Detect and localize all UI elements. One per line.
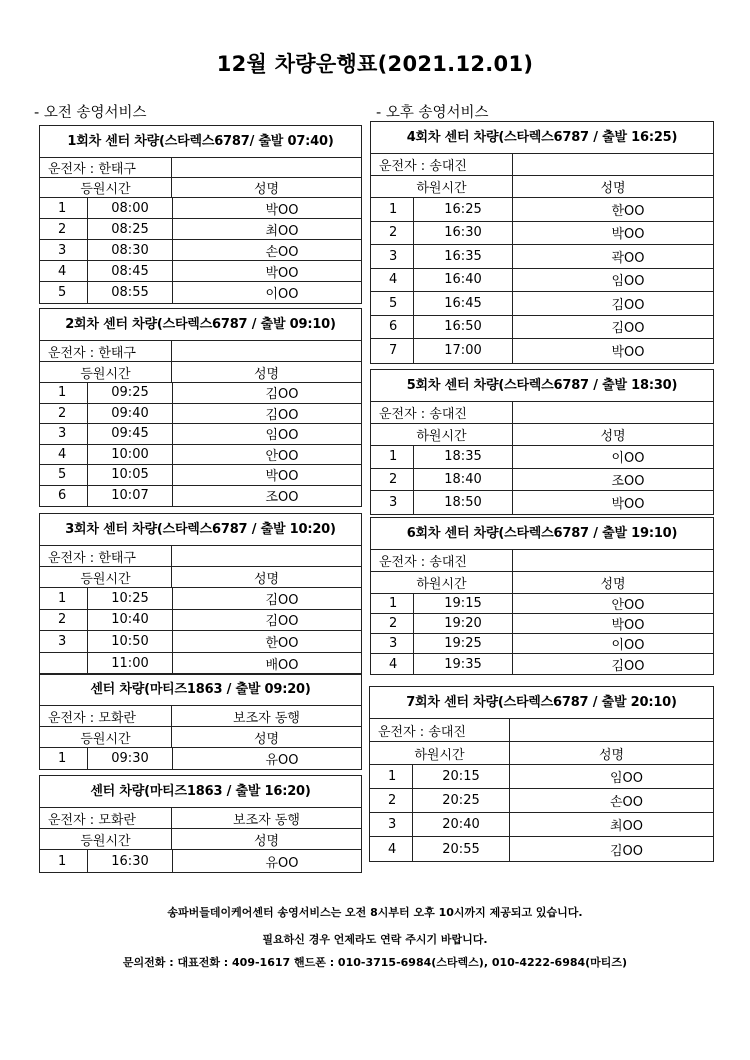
vehicle-title: 6회차 센터 차량(스타렉스6787 / 출발 19:10) [371,518,713,550]
row-time: 16:30 [88,850,173,872]
table-header-row [40,727,361,748]
row-time: 10:25 [88,588,173,609]
row-name: 임OO [265,428,299,444]
row-name: 박OO [611,227,645,243]
row-time: 18:50 [414,491,513,514]
footer-phone-numbers: 문의전화 : 대표전화 : 409-1617 핸드폰 : 010-3715-6984(스타렉스), 010-4222-6984(마티즈) [122,956,628,969]
driver-name: 운전자 : 모화란 [40,808,172,828]
name-column-header: 성명 [600,181,626,196]
row-name: 박OO [265,202,299,218]
row-time: 10:50 [88,631,173,652]
time-column-header: 하원시간 [371,424,513,445]
row-name: 박OO [611,618,645,633]
row-number: 6 [40,486,88,507]
table-row [40,465,361,486]
time-column-header: 등원시간 [40,567,172,587]
row-time: 18:35 [414,446,513,468]
row-name: 박OO [265,265,299,281]
row-time: 16:45 [414,292,513,315]
name-column-header: 성명 [600,577,626,592]
row-number: 1 [40,850,88,872]
table-header-row [371,176,713,198]
table-row [370,789,713,813]
row-time: 10:05 [88,465,173,485]
assistant-note [172,341,361,361]
row-time: 08:45 [88,261,173,281]
table-row [40,240,361,261]
schedule-box-run-5 [370,369,714,515]
vehicle-title: 2회차 센터 차량(스타렉스6787 / 출발 09:10) [40,309,361,341]
row-number: 1 [40,383,88,403]
driver-row [371,402,713,424]
table-row [370,837,713,861]
driver-row [40,546,361,567]
afternoon-section-label: - 오후 송영서비스 [376,105,489,121]
row-number: 5 [371,292,414,315]
row-name: 임OO [611,274,645,290]
table-row [370,813,713,837]
table-row [40,404,361,425]
row-number: 2 [40,219,88,239]
row-name: 박OO [611,345,645,361]
table-header-row [40,178,361,198]
row-time: 09:30 [88,748,173,769]
time-column-header: 하원시간 [371,176,513,197]
schedule-box-run-1 [39,125,362,304]
table-row [40,631,361,653]
row-name: 한OO [265,635,299,651]
assistant-note [172,546,361,566]
row-time: 19:25 [414,634,513,653]
table-row [371,446,713,469]
table-row [371,469,713,492]
vehicle-title: 7회차 센터 차량(스타렉스6787 / 출발 20:10) [370,687,713,719]
vehicle-title: 센터 차량(마티즈1863 / 출발 09:20) [40,674,361,706]
row-number: 6 [371,316,414,339]
row-number: 4 [370,837,413,861]
row-time: 20:15 [413,765,510,788]
row-number: 3 [371,634,414,653]
table-row [370,765,713,789]
time-column-header: 등원시간 [40,178,172,197]
assistant-note [510,719,713,741]
row-name: 박OO [265,469,299,485]
table-row [40,198,361,219]
schedule-box-run-3 [39,513,362,675]
name-column-header: 성명 [253,833,280,849]
driver-name: 운전자 : 송대진 [371,550,513,571]
time-column-header: 하원시간 [371,572,513,593]
driver-name: 운전자 : 송대진 [370,719,510,741]
table-row [371,339,713,363]
row-time: 20:55 [413,837,510,861]
row-time: 09:25 [88,383,173,403]
row-name: 이OO [611,638,645,653]
row-number: 2 [40,404,88,424]
row-time: 19:15 [414,594,513,613]
row-number: 5 [40,465,88,485]
table-header-row [370,742,713,765]
table-row [371,269,713,293]
row-number: 3 [40,631,88,652]
row-time: 10:00 [88,445,173,465]
row-number: 2 [371,614,414,633]
table-row [40,219,361,240]
driver-row [371,154,713,176]
page-title: 12월 차량운행표(2021.12.01) [216,52,534,76]
row-name: 김OO [265,592,299,608]
row-time: 09:45 [88,424,173,444]
table-row [40,383,361,404]
row-name: 조OO [265,490,299,506]
row-time: 08:30 [88,240,173,260]
table-row [40,424,361,445]
row-number: 4 [371,269,414,292]
row-number: 1 [371,594,414,613]
row-name: 최OO [265,223,299,239]
assistant-note [513,154,713,175]
table-row [371,654,713,674]
row-number: 1 [370,765,413,788]
row-name: 조OO [611,473,645,489]
row-number: 1 [371,198,414,221]
row-name: 최OO [609,819,644,834]
row-number: 4 [40,261,88,281]
row-number: 3 [370,813,413,836]
row-number: 2 [371,469,414,491]
table-row [371,634,713,654]
row-number: 1 [40,198,88,218]
driver-row [40,158,361,178]
row-number: 4 [40,445,88,465]
driver-name: 운전자 : 한태구 [40,341,172,361]
row-number: 3 [371,245,414,268]
table-header-row [371,424,713,446]
name-column-header: 성명 [253,731,280,747]
driver-name: 운전자 : 송대진 [371,402,513,423]
vehicle-title: 1회차 센터 차량(스타렉스6787/ 출발 07:40) [40,126,361,158]
name-column-header: 성명 [253,182,280,197]
row-time: 20:25 [413,789,510,812]
assistant-note [172,158,361,177]
table-row [371,292,713,316]
row-time: 16:30 [414,222,513,245]
driver-row [371,550,713,572]
row-time: 16:50 [414,316,513,339]
row-number: 1 [40,588,88,609]
row-time: 08:25 [88,219,173,239]
assistant-note [513,402,713,423]
name-column-header: 성명 [600,429,626,444]
table-row [40,850,361,872]
table-row [40,610,361,632]
row-time: 16:25 [414,198,513,221]
row-name: 김OO [609,843,644,859]
vehicle-title: 5회차 센터 차량(스타렉스6787 / 출발 18:30) [371,370,713,402]
row-time: 18:40 [414,469,513,491]
row-number: 3 [40,424,88,444]
row-time: 08:00 [88,198,173,218]
schedule-box-run-4 [370,121,714,364]
schedule-box-run-6 [370,517,714,675]
row-time: 16:35 [414,245,513,268]
driver-row [40,808,361,829]
row-time: 10:07 [88,486,173,507]
table-row [371,222,713,246]
row-time: 19:20 [414,614,513,633]
assistant-note: 보조자 동행 [233,710,300,726]
row-name: 박OO [611,496,645,512]
row-time: 09:40 [88,404,173,424]
table-header-row [40,362,361,383]
vehicle-title: 4회차 센터 차량(스타렉스6787 / 출발 16:25) [371,122,713,154]
row-name: 이OO [265,287,299,302]
driver-name: 운전자 : 한태구 [40,546,172,566]
name-column-header: 성명 [598,747,625,763]
row-name: 김OO [611,297,645,313]
row-name: 유OO [265,855,299,871]
row-number: 1 [371,446,414,468]
row-number: 1 [40,748,88,769]
time-column-header: 등원시간 [40,727,172,747]
row-time: 19:35 [414,654,513,674]
name-column-header: 성명 [253,571,280,587]
table-header-row [40,567,361,588]
schedule-box-matiz-afternoon [39,775,362,873]
table-header-row [371,572,713,594]
row-number: 4 [371,654,414,674]
driver-row [40,341,361,362]
table-row [40,282,361,303]
row-name: 손OO [265,244,299,260]
row-time: 16:40 [414,269,513,292]
table-row [40,748,361,769]
table-row [371,245,713,269]
row-time: 17:00 [414,339,513,363]
footer-service-hours: 송파버들데이케어센터 송영서비스는 오전 8시부터 오후 10시까지 제공되고 있습니다. [167,906,583,919]
table-row [371,614,713,634]
row-number: 3 [371,491,414,514]
driver-row [40,706,361,727]
row-number: 2 [40,610,88,631]
table-row [371,316,713,340]
row-name: 안OO [265,448,299,464]
name-column-header: 성명 [253,366,280,382]
table-header-row [40,829,361,850]
schedule-box-matiz-morning [39,673,362,770]
row-number: 2 [370,789,413,812]
driver-row [370,719,713,742]
assistant-note [513,550,713,571]
driver-name: 운전자 : 송대진 [371,154,513,175]
row-name: 곽OO [611,250,645,266]
row-name: 김OO [611,658,645,674]
row-name: 김OO [265,614,299,630]
row-time: 11:00 [88,653,173,675]
morning-section-label: - 오전 송영서비스 [34,105,147,121]
driver-name: 운전자 : 모화란 [40,706,172,726]
row-name: 한OO [611,203,645,219]
row-name: 김OO [265,387,299,403]
table-row [40,588,361,610]
time-column-header: 등원시간 [40,829,172,849]
time-column-header: 등원시간 [40,362,172,382]
footer-contact-note: 필요하신 경우 언제라도 연락 주시기 바랍니다. [262,933,488,946]
driver-name: 운전자 : 한태구 [40,158,172,177]
table-row [40,445,361,466]
row-name: 김OO [265,407,299,423]
table-row [371,198,713,222]
schedule-box-run-2 [39,308,362,507]
row-name: 배OO [265,657,299,673]
table-row [40,261,361,282]
assistant-note: 보조자 동행 [233,812,300,828]
row-number [40,653,88,675]
row-time: 08:55 [88,282,173,303]
table-row [40,653,361,675]
schedule-box-run-7 [369,686,714,862]
row-name: 유OO [265,753,299,768]
vehicle-title: 3회차 센터 차량(스타렉스6787 / 출발 10:20) [40,514,361,546]
vehicle-title: 센터 차량(마티즈1863 / 출발 16:20) [40,776,361,808]
row-time: 10:40 [88,610,173,631]
row-name: 이OO [611,451,645,467]
row-number: 5 [40,282,88,303]
row-number: 3 [40,240,88,260]
row-name: 안OO [611,598,645,613]
time-column-header: 하원시간 [370,742,510,764]
row-name: 임OO [609,771,644,786]
row-number: 2 [371,222,414,245]
row-number: 7 [371,339,414,363]
table-row [40,486,361,507]
row-time: 20:40 [413,813,510,836]
row-name: 손OO [609,795,644,810]
table-row [371,594,713,614]
table-row [371,491,713,514]
row-name: 김OO [611,321,645,337]
